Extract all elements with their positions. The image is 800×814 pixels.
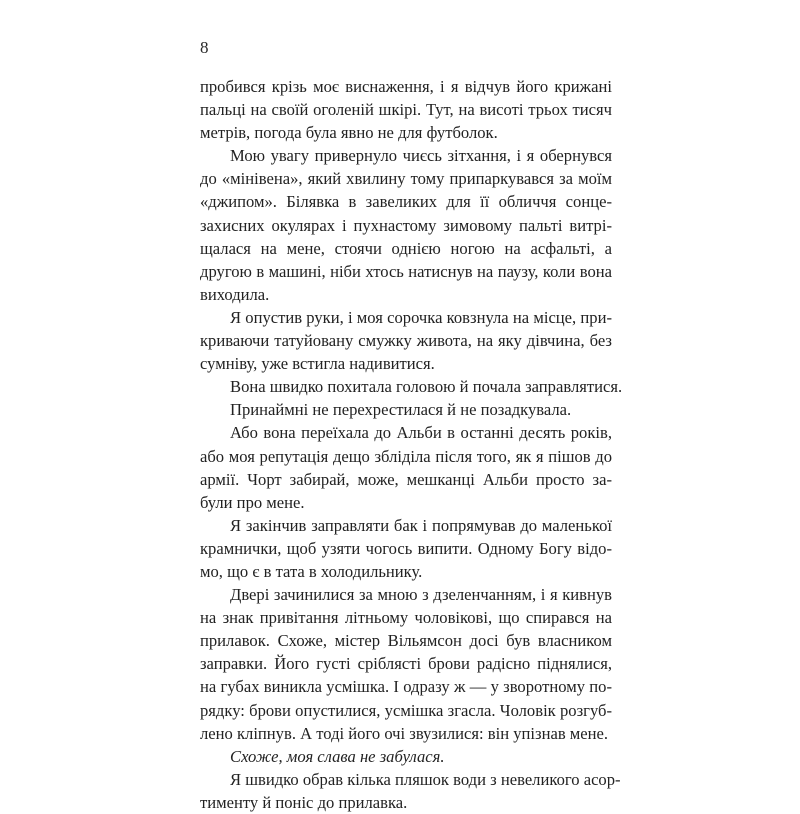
text-line: Двері зачинилися за мною з дзеленчанням, і я кивнув xyxy=(230,585,612,605)
text-line: тименту й поніс до прилавка. xyxy=(200,792,408,812)
text-line: крамнички, щоб узяти чогось випити. Одному Богу відо- xyxy=(200,538,612,558)
text-line: лено кліпнув. А тоді його очі звузилися: він упізнав мене. xyxy=(200,723,609,743)
text-line: рядку: брови опустилися, усмішка згасла. Чоловік розгуб- xyxy=(200,700,612,720)
text-line: заправки. Його густі сріблясті брови радісно піднялися, xyxy=(200,654,612,674)
paragraph xyxy=(200,144,612,306)
text-line: щалася на мене, стоячи однією ногою на асфальті, а другою в машині, ніби хтось натиснув на паузу, коли вона xyxy=(200,238,612,281)
text-line: Або вона переїхала до Альби в останні десять років, xyxy=(230,423,612,443)
text-line: криваючи татуйовану смужку живота, на яку дівчина, без xyxy=(200,331,612,351)
text-line: пальці на своїй оголеній шкірі. Тут, на висоті трьох тисяч xyxy=(200,100,612,120)
text-line: Мою увагу привернуло чиєсь зітхання, і я обернувся xyxy=(230,146,612,166)
text-line: армії. Чорт забирай, може, мешканці Альби просто за- xyxy=(200,469,612,489)
text-line: прилавок. Схоже, містер Вільямсон досі був власником xyxy=(200,631,612,651)
paragraph xyxy=(200,745,612,768)
page-number: 8 xyxy=(200,38,209,57)
paragraph xyxy=(200,306,612,375)
text-line: метрів, погода була явно не для футболок. xyxy=(200,123,498,143)
paragraph xyxy=(200,421,612,513)
text-line: захисних окулярах і пухнастому зимовому пальті витрі- xyxy=(200,215,612,235)
text-line: мо, що є в тата в холодильнику. xyxy=(200,561,423,581)
text-line: виходила. xyxy=(200,284,270,304)
text-line: на знак привітання літньому чоловікові, що спирався на xyxy=(200,608,612,628)
body-text xyxy=(200,75,623,814)
text-line: сумніву, уже встигла надивитися. xyxy=(200,354,435,374)
text-line: або моя репутація дещо збліділа після того, як я пішов до xyxy=(200,446,612,466)
paragraph xyxy=(200,514,612,583)
text-line: були про мене. xyxy=(200,492,305,512)
text-line: «джипом». Білявка в завеликих для її обличчя сонце- xyxy=(200,192,612,212)
text-line: Я закінчив заправляти бак і попрямував до маленької xyxy=(230,515,612,535)
paragraph xyxy=(200,768,621,814)
text-line: пробився крізь моє виснаження, і я відчув його крижані xyxy=(200,77,612,96)
paragraph xyxy=(200,75,612,144)
text-line: до «мінівена», який хвилину тому припаркувався за моїм xyxy=(200,169,612,189)
text-line: Я швидко обрав кілька пляшок води з невеликого асор- xyxy=(230,769,621,789)
text-line: Схоже, моя слава не забулася. xyxy=(230,746,445,766)
paragraph xyxy=(200,375,623,398)
text-line: Я опустив руки, і моя сорочка ковзнула на місце, при- xyxy=(230,307,612,327)
paragraph xyxy=(200,398,612,421)
paragraph xyxy=(200,583,612,745)
text-line: Вона швидко похитала головою й почала заправлятися. xyxy=(230,377,623,397)
text-line: Принаймні не перехрестилася й не позадкувала. xyxy=(230,400,572,420)
text-line: на губах виникла усмішка. І одразу ж — у зворотному по- xyxy=(200,677,612,697)
